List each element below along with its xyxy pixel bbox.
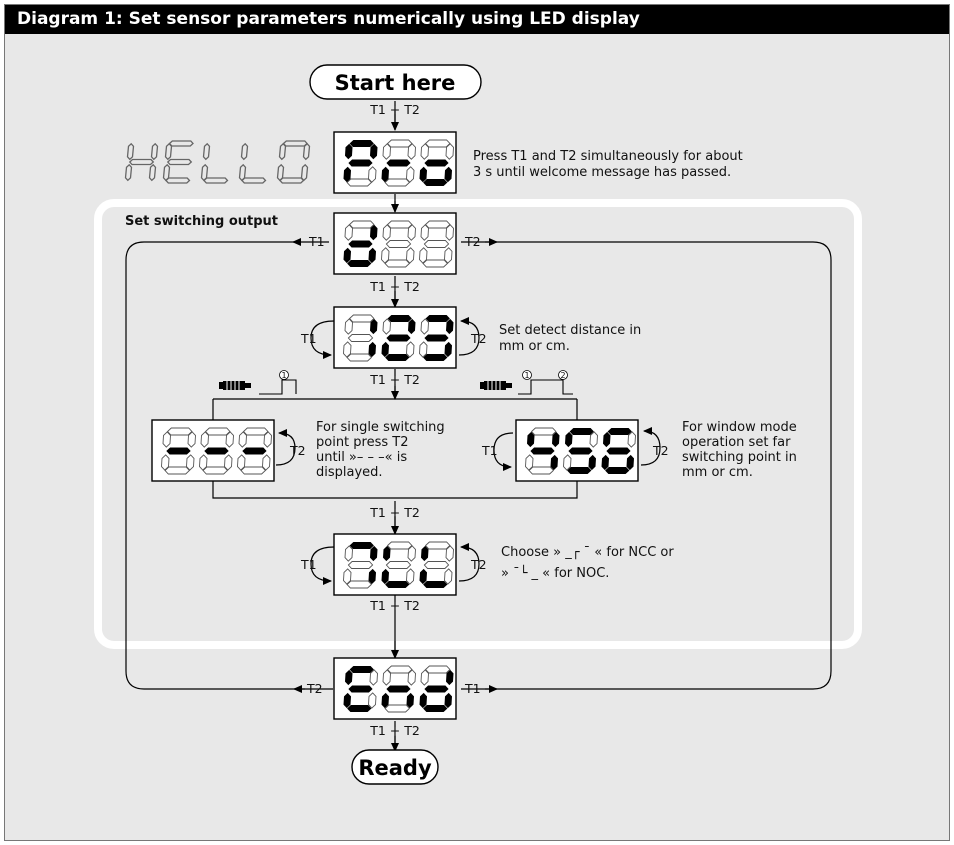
key-label-pro-next: T1 + T2 (370, 279, 420, 294)
display-end-digits (344, 666, 454, 712)
segment-digit (164, 141, 194, 183)
diagram-title: Diagram 1: Set sensor parameters numerically using LED display (17, 9, 640, 29)
key-label-split-next: T1 + T2 (370, 505, 420, 520)
key-label-d-t2: T2 (465, 234, 481, 249)
display-pro-digits (344, 140, 454, 186)
start-label: Start here (334, 71, 456, 95)
switch-graph-1 (259, 380, 296, 394)
key-label-d-t1: T1 (309, 234, 325, 249)
switch-graph-2 (518, 380, 573, 394)
key-label-single-t2: T2 (290, 443, 306, 458)
note-distance-line-1: Set detect distance in (499, 323, 642, 338)
note-output-line-1: Choose » _┌ ¯ « for NCC or (501, 545, 674, 560)
note-window-line-1: For window mode (682, 420, 797, 435)
note-single (316, 420, 449, 480)
note-window-line-3: switching point in (682, 450, 797, 465)
note-single-line-2: point press T2 (316, 435, 409, 450)
display-single-digits (162, 428, 272, 474)
key-label-distance-t1: T1 (301, 331, 317, 346)
key-label-end-next: T1 + T2 (370, 723, 420, 738)
key-label-start: T1 + T2 (370, 102, 420, 117)
note-single-line-1: For single switching (316, 420, 445, 435)
sensor-icon-window (480, 381, 512, 390)
note-window-line-2: operation set far (682, 435, 791, 450)
segment-digit (126, 144, 158, 181)
marker-one-window: 1 (524, 371, 530, 380)
key-label-window-t1: T1 (482, 443, 498, 458)
segment-digit (278, 141, 310, 183)
note-distance-line-2: mm or cm. (499, 339, 570, 354)
welcome-display (126, 141, 310, 183)
marker-two: 2 (560, 371, 566, 380)
key-label-distance-t2: T2 (471, 331, 487, 346)
segment-digit (202, 144, 228, 183)
key-label-output-t2: T2 (471, 557, 487, 572)
key-label-distance-next: T1 + T2 (370, 372, 420, 387)
flow-diagram (5, 5, 950, 841)
key-label-end-t2: T2 (307, 681, 323, 696)
key-label-output-t1: T1 (301, 557, 317, 572)
section-label: Set switching output (125, 214, 279, 229)
display-window-digits (526, 428, 636, 474)
marker-one: 1 (281, 371, 287, 380)
note-output-line-2: » ¯└ _ « for NOC. (501, 566, 610, 581)
note-distance (499, 323, 645, 354)
key-label-end-t1: T1 (465, 681, 481, 696)
note-single-line-4: displayed. (316, 465, 383, 480)
note-welcome-line-1: Press T1 and T2 simultaneously for about (473, 149, 743, 164)
sensor-icon-single (219, 381, 251, 390)
key-label-output-next: T1 + T2 (370, 598, 420, 613)
ready-label: Ready (358, 756, 432, 780)
diagram-frame (4, 4, 950, 841)
note-window (682, 420, 801, 480)
note-single-line-3: until »– – –« is (316, 450, 408, 465)
segment-digit (240, 144, 266, 183)
note-welcome-line-2: 3 s until welcome message has passed. (473, 165, 732, 180)
note-window-line-4: mm or cm. (682, 465, 753, 480)
key-label-window-t2: T2 (653, 443, 669, 458)
note-welcome (473, 149, 747, 180)
note-output (501, 545, 678, 581)
